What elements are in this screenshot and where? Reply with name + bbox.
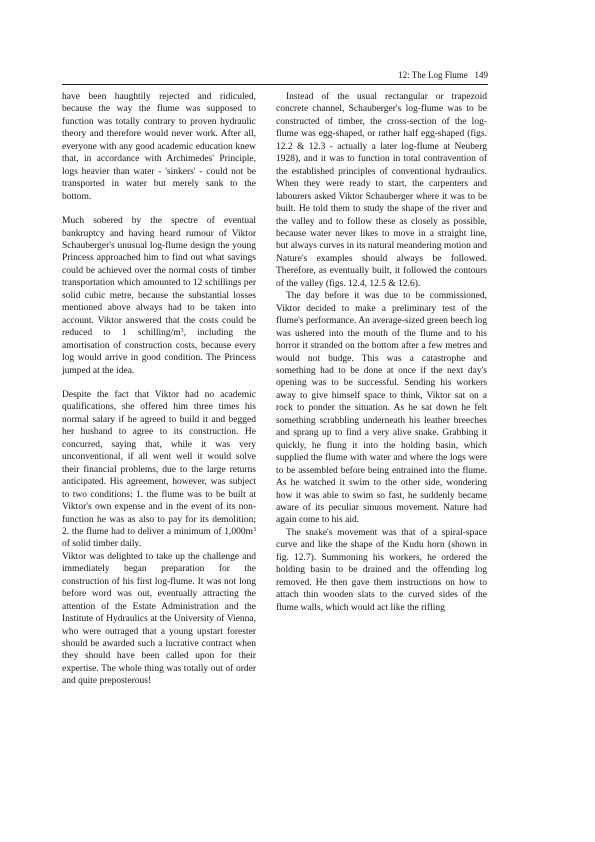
header-text <box>398 70 488 81</box>
page-number: 149 <box>474 70 488 80</box>
running-header <box>62 70 488 85</box>
paragraph-gap <box>62 203 256 215</box>
left-paragraph-4: Viktor was delighted to take up the challenge and immediately began preparation for the construction of his first log-flume. It was not long before word was out, eventually attracting the attention of the Estate Administration and the Institute of Hydraulics at the University of Vienna, who were outraged that a young upstart forester should be awarded such a lucrative contract when they should have been called upon for their expertise. The whole thing was totally out of order and quite preposterous! <box>62 551 256 687</box>
left-paragraph-2-text-a: Much sobered by the spectre of eventual bankruptcy and having heard rumour of Viktor Schauberger's unusual log-flume design the young Princess approached him to find out what savings could be achieved over the normal costs of timber transportation which amounted to 12 schillings per solid cubic metre, because the substantial losses mentioned above always had to be taken into account. Viktor answered that the costs could be reduced to 1 schilling/m <box>62 216 256 339</box>
superscript-cubed: 3 <box>253 526 256 533</box>
left-paragraph-3 <box>62 389 256 551</box>
right-paragraph-3: The snake's movement was that of a spiral-space curve and like the shape of the Kudu horn (shown in fig. 12.7). Summoning his workers, he ordered the holding basin to be drained and the offending log removed. He then gave them instructions on how to attach thin wooden slats to the curved sides of the flume walls, which would act like the rifling <box>276 527 487 613</box>
right-paragraph-2: The day before it was due to be commissioned, Viktor decided to make a preliminary test of the flume's performance. An average-sized green beech log was ushered into the mouth of the flume and to his horror it stranded on the bottom after a few metres and would not budge. This was a catastrophe and something had to be done at once if the next day's opening was to be successful. Sending his workers away to give himself space to think, Viktor sat on a rock to ponder the situation. As he sat down he felt something scrabbling underneath his leather breeches and sprang up to find a very alive snake. Grabbing it quickly, he flung it into the holding basin, which supplied the flume with water and where the logs were to be assembled before being entrained into the flume. As he watched it swim to the other side, wondering how it was able to swim so fast, he suddenly became aware of its peculiar sinuous movement. Nature had again come to his aid. <box>276 291 487 526</box>
left-paragraph-3-text-b: of solid timber daily. <box>62 539 142 550</box>
left-paragraph-1: have been haughtily rejected and ridiculed, because the way the flume was supposed to function was totally contrary to proven hydraulic theory and therefore would never work. After all, everyone with any good academic education knew that, in accordance with Archimedes' Principle, logs heavier than water - 'sinkers' - could not be transported in water but merely sank to the bottom. <box>62 92 256 202</box>
chapter-title: 12: The Log Flume <box>398 70 468 80</box>
left-paragraph-2 <box>62 215 256 377</box>
superscript-cubed: 3 <box>180 328 184 335</box>
right-paragraph-1: Instead of the usual rectangular or trapezoid concrete channel, Schauberger's log-flume was to be constructed of timber, the cross-section of the log-flume was egg-shaped, or rather half egg-shaped (figs. 12.2 & 12.3 - actually a later log-flume at Neuberg 1928), and it was to function in total contravention of the established principles of conventional hydraulics. When they were ready to start, the carpenters and labourers asked Viktor Schauberger where it was to be built. He told them to study the shape of the river and the valley and to follow these as closely as possible, because water never likes to move in a straight line, but always curves in its natural meandering motion and Nature's examples should always be followed. Therefore, as eventually built, it followed the contours of the valley (figs. 12.4, 12.5 & 12.6). <box>276 92 487 289</box>
left-paragraph-2-text-b: , including the amortisation of construction costs, because every log would arrive in good condition. The Princess jumped at the idea. <box>62 328 256 376</box>
paragraph-gap <box>62 377 256 389</box>
left-paragraph-3-text-a: Despite the fact that Viktor had no academic qualifications, she offered him three times his normal salary if he agreed to build it and begged her husband to agree to its construction. He concurred, saying that, while it was very unconventional, if all went well it would solve their financial problems, due to the large returns anticipated. His agreement, however, was subject to two conditions: 1. the flume was to be built at Viktor's own expense and in the event of its non-function he was as also to pay for its demolition; 2. the flume had to deliver a minimum of 1,000m <box>62 389 256 537</box>
left-column <box>62 91 256 688</box>
right-column <box>276 91 487 614</box>
